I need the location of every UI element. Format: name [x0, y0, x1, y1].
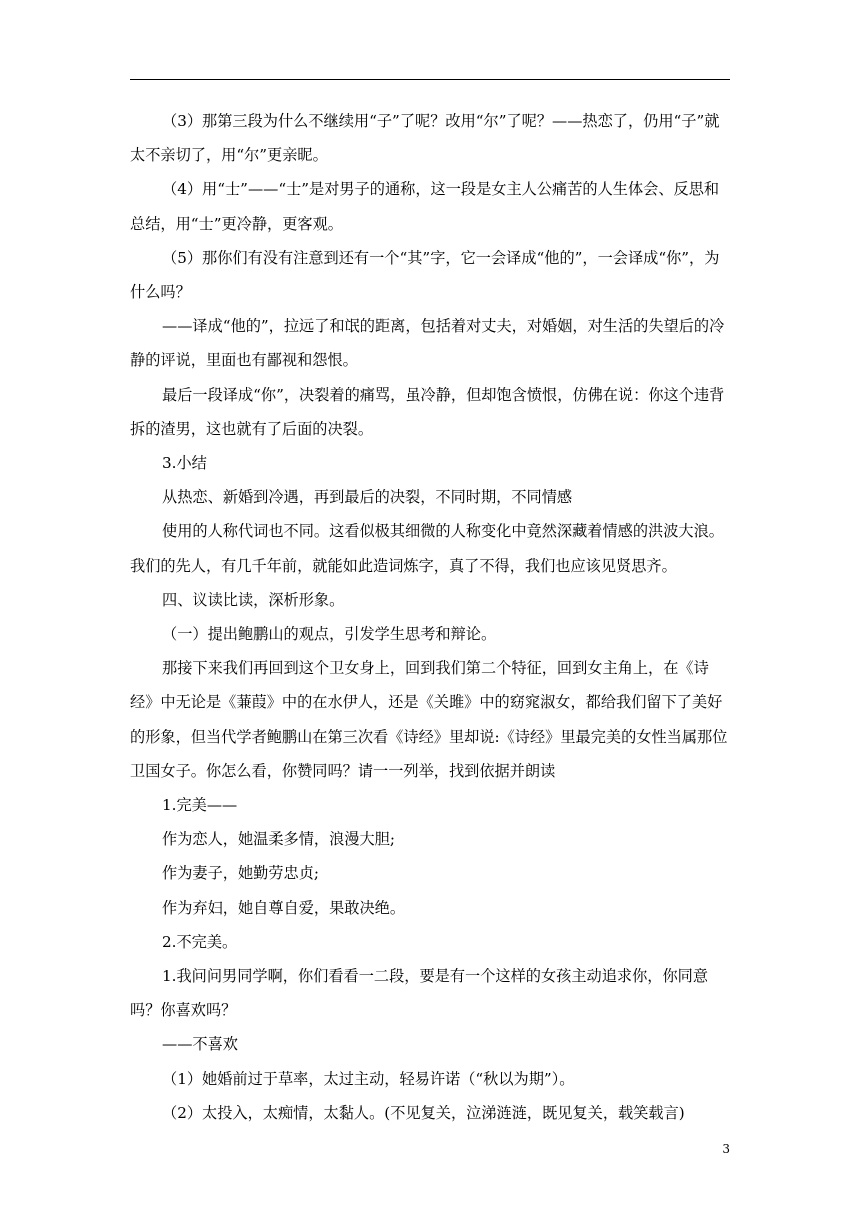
- paragraph: 那接下来我们再回到这个卫女身上，回到我们第二个特征，回到女主角上，在《诗经》中无论是《蒹葭》中的在水伊人，还是《关雎》中的窈窕淑女，都给我们留下了美好的形象，但当代学者鲍鹏山在第三次看《诗经》里却说:《诗经》里最完美的女性当属那位卫国女子。你怎么看，你赞同吗？请一一列举，找到依据并朗读: [130, 659, 728, 780]
- section-heading: （一）提出鲍鹏山的观点，引发学生思考和辩论。: [162, 625, 497, 644]
- section-heading: 四、议读比读，深析形象。: [162, 590, 345, 609]
- header-rule: [130, 79, 730, 80]
- list-item: 作为恋人，她温柔多情，浪漫大胆;: [162, 830, 395, 849]
- list-item: （2）太投入，太痴情，太黏人。(不见复关，泣涕涟涟，既见复关，载笑载言): [162, 1103, 685, 1122]
- paragraph: 从热恋、新婚到冷遇，再到最后的决裂，不同时期，不同情感: [162, 488, 573, 507]
- paragraph: 1.我问问男同学啊，你们看看一二段，要是有一个这样的女孩主动追求你，你同意吗？你喜欢吗？: [130, 967, 709, 1020]
- paragraph: ——不喜欢: [162, 1035, 238, 1054]
- list-heading: 1.完美——: [162, 796, 238, 815]
- paragraph: 使用的人称代词也不同。这看似极其细微的人称变化中竟然深藏着情感的洪波大浪。我们的先人，有几千年前，就能如此造词炼字，真了不得，我们也应该见贤思齐。: [130, 522, 724, 575]
- paragraph: （4）用“士”——“士”是对男子的通称，这一段是女主人公痛苦的人生体会、反思和总结，用“士”更冷静，更客观。: [130, 180, 720, 233]
- list-item: （1）她婚前过于草率，太过主动，轻易许诺（“秋以为期”）。: [162, 1069, 575, 1088]
- page-number: 3: [722, 1142, 730, 1156]
- list-heading: 2.不完美。: [162, 932, 238, 951]
- paragraph: 最后一段译成“你”，决裂着的痛骂，虽冷静，但却饱含愤恨，仿佛在说：你这个违背拆的渣男，这也就有了后面的决裂。: [130, 385, 725, 438]
- paragraph: （5）那你们有没有注意到还有一个“其”字，它一会译成“他的”，一会译成“你”，为什么吗？: [130, 248, 720, 302]
- list-item: 作为妻子，她勤劳忠贞;: [162, 864, 319, 883]
- paragraph: （3）那第三段为什么不继续用“子”了呢？改用“尔”了呢？——热恋了，仍用“子”就太不亲切了，用“尔”更亲昵。: [130, 112, 720, 165]
- list-item: 作为弃妇，她自尊自爱，果敢决绝。: [162, 898, 405, 917]
- document-body: [130, 104, 730, 1130]
- paragraph: ——译成“他的”，拉远了和氓的距离，包括着对丈夫，对婚姻，对生活的失望后的冷静的评说，里面也有鄙视和怨恨。: [130, 317, 725, 370]
- section-heading: 3.小结: [162, 454, 207, 473]
